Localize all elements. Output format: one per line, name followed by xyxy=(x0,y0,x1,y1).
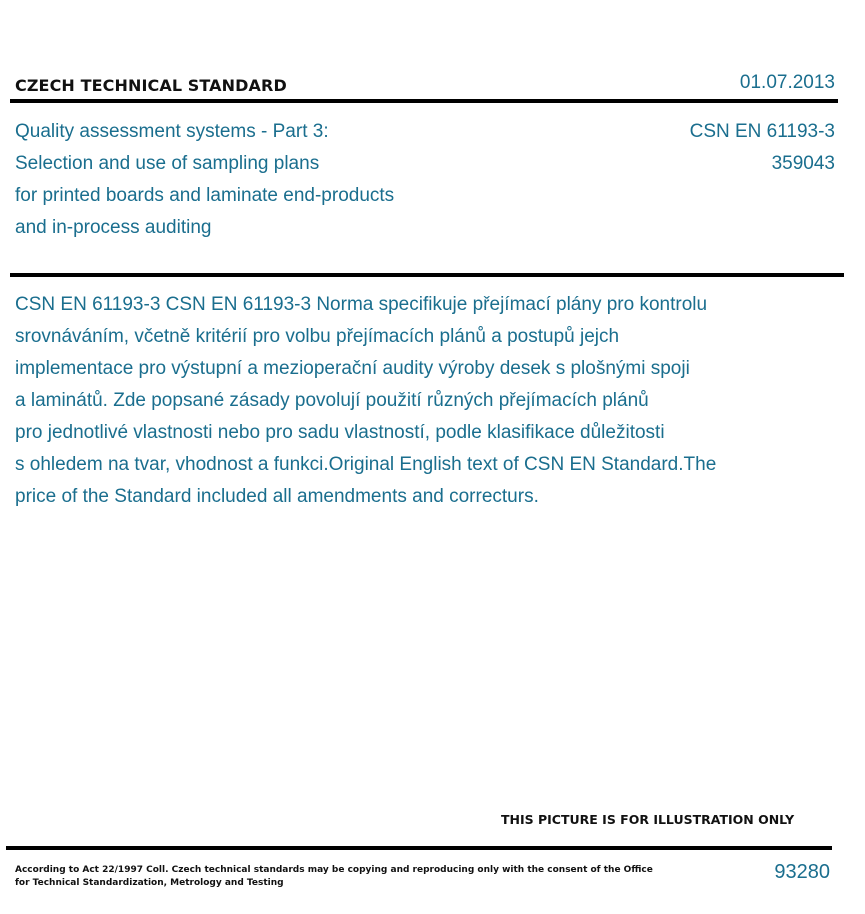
standard-identifiers xyxy=(690,116,835,180)
bottom-divider xyxy=(6,846,832,850)
catalog-number: 93280 xyxy=(774,861,830,883)
abstract-line: s ohledem na tvar, vhodnost a funkci.Original English text of CSN EN Standard.The xyxy=(15,454,717,475)
abstract-line: pro jednotlivé vlastnosti nebo pro sadu vlastností, podle klasifikace důležitosti xyxy=(15,422,665,443)
top-divider xyxy=(10,99,838,103)
middle-divider xyxy=(10,273,844,277)
abstract-line: srovnáváním, včetně kritérií pro volbu přejímacích plánů a postupů jejch xyxy=(15,326,620,347)
publication-date: 01.07.2013 xyxy=(739,72,835,93)
abstract-text xyxy=(15,289,835,513)
title-line: Selection and use of sampling plans xyxy=(15,153,320,174)
title-line: and in-process auditing xyxy=(15,217,212,238)
title-line: for printed boards and laminate end-products xyxy=(15,185,395,206)
abstract-line: a laminátů. Zde popsané zásady povolují použití různých přejímacích plánů xyxy=(15,390,649,411)
standard-title xyxy=(15,116,394,244)
document-type-heading: CZECH TECHNICAL STANDARD xyxy=(15,76,287,95)
legal-notice xyxy=(15,864,653,890)
class-number: 359043 xyxy=(771,153,835,174)
abstract-line: price of the Standard included all amendments and correcturs. xyxy=(15,486,539,507)
standard-code: CSN EN 61193-3 xyxy=(689,121,835,142)
abstract-line: implementace pro výstupní a mezioperační audity výroby desek s plošnými spoji xyxy=(15,358,690,379)
illustration-notice: THIS PICTURE IS FOR ILLUSTRATION ONLY xyxy=(501,812,795,827)
legal-line: According to Act 22/1997 Coll. Czech technical standards may be copying and reproducing only with the consent of the Office xyxy=(15,865,653,875)
title-line: Quality assessment systems - Part 3: xyxy=(15,121,329,142)
legal-line: for Technical Standardization, Metrology and Testing xyxy=(15,878,284,888)
abstract-line: CSN EN 61193-3 CSN EN 61193-3 Norma specifikuje přejímací plány pro kontrolu xyxy=(15,294,708,315)
